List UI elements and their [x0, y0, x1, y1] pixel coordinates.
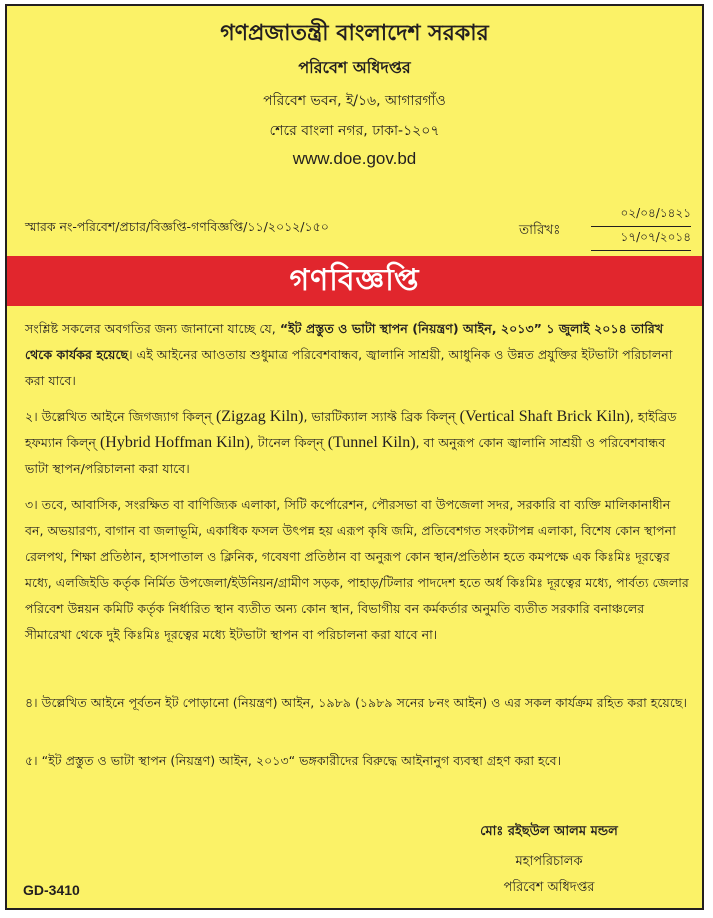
banner-title: গণবিজ্ঞপ্তি	[289, 262, 420, 298]
p2-tunnel: (Tunnel Kiln)	[327, 434, 416, 451]
p2-part-c: , হাইব্রিড হফম্যান কিল্‌ন্‌	[25, 409, 677, 450]
p2-part-d: , টানেল কিল্‌ন্‌	[249, 435, 328, 450]
website-url: www.doe.gov.bd	[292, 149, 417, 168]
p2-hybrid: (Hybrid Hoffman Kiln)	[99, 434, 250, 451]
date-gregorian: ১৭/০৭/২০১৪	[591, 229, 691, 251]
p2-part-a: ২। উল্লেখিত আইনে জিগজ্যাগ কিল্‌ন্‌	[25, 409, 216, 424]
public-notice	[5, 4, 704, 910]
p2-part-b: , ভারটিক্যাল স্যাফ্ট ব্রিক কিল্‌ন্‌	[303, 409, 460, 424]
department-name: পরিবেশ অধিদপ্তর	[298, 58, 411, 77]
paragraph-5: ৫। “ইট প্রস্তুত ও ভাটা স্থাপন (নিয়ন্ত্রণ) আইন, ২০১৩“ ভঙ্গকারীদের বিরুদ্ধে আইনানুগ ব্যবস্থা গ্রহণ করা হবে।	[25, 753, 562, 768]
address-line-2: শেরে বাংলা নগর, ঢাকা-১২০৭	[269, 123, 440, 139]
notice-banner	[7, 256, 702, 306]
p1-intro: সংশ্লিষ্ট সকলের অবগতির জন্য জানানো যাচ্ছে যে,	[25, 321, 280, 336]
address-line-1: পরিবেশ ভবন, ই/১৬, আগারগাঁও	[263, 93, 446, 109]
p2-vertical: (Vertical Shaft Brick Kiln)	[459, 408, 630, 425]
signatory-designation: মহাপরিচালক	[515, 854, 583, 869]
date-bangla: ০২/০৪/১৪২১	[591, 205, 691, 227]
p2-zigzag: (Zigzag Kiln)	[215, 408, 304, 425]
date-label: তারিখঃ	[519, 222, 561, 238]
notice-code: GD-3410	[23, 882, 80, 898]
signatory-office: পরিবেশ অধিদপ্তর	[503, 880, 595, 895]
government-title: গণপ্রজাতন্ত্রী বাংলাদেশ সরকার	[220, 21, 489, 46]
p1-rest: । এই আইনের আওতায় শুধুমাত্র পরিবেশবান্ধব, জ্বালানি সাশ্রয়ী, আধুনিক ও উন্নত প্রযুক্তির ইটভাটা পরিচালনা করা যাবে।	[25, 347, 673, 388]
paragraph-4: ৪। উল্লেখিত আইনে পূর্বতন ইট পোড়ানো (নিয়ন্ত্রণ) আইন, ১৯৮৯ (১৯৮৯ সনের ৮নং আইন) ও এর সকল কার্যক্রম রহিত করা হয়েছে।	[25, 695, 688, 710]
paragraph-3: ৩। তবে, আবাসিক, সংরক্ষিত বা বাণিজ্যিক এলাকা, সিটি কর্পোরেশন, পৌরসভা বা উপজেলা সদর, সরকারি বা ব্যক্তি মালিকানাধীন বন, অভয়ারণ্য, বাগান বা জলাভূমি, একাধিক ফসল উৎপন্ন হয় এরূপ কৃষি জমি, প্রতিবেশগত সংকটাপন্ন এলাকা, বিশেষ কোন স্থাপনা রেলপথ, শিক্ষা প্রতিষ্ঠান, হাসপাতাল ও ক্লিনিক, গবেষণা প্রতিষ্ঠান বা অনুরূপ কোন স্থান/প্রতিষ্ঠান হতে কমপক্ষে এক কিঃমিঃ দূরত্বের মধ্যে, এলজিইডি কর্তৃক নির্মিত উপজেলা/ইউনিয়ন/গ্রামীণ সড়ক, পাহাড়/টিলার পাদদেশ হতে অর্ধ কিঃমিঃ দূরত্বের মধ্যে, পার্বত্য জেলার পরিবেশ উন্নয়ন কমিটি কর্তৃক নির্ধারিত স্থান ব্যতীত অন্য কোন স্থান, বিভাগীয় বন কর্মকর্তার অনুমতি ব্যতীত সরকারি বনাঞ্চলের সীমারেখা থেকে দুই কিঃমিঃ দূরত্বের মধ্যে ইটভাটা স্থাপন বা পরিচালনা করা যাবে না।	[25, 497, 689, 642]
memo-number: স্মারক নং-পরিবেশ/প্রচার/বিজ্ঞপ্তি-গণবিজ্ঞপ্তি/১১/২০১২/১৫০	[25, 219, 329, 234]
signatory-name: মোঃ রইছউল আলম মন্ডল	[480, 824, 618, 839]
paragraph-1	[25, 316, 689, 394]
p1-act-effective: “ইট প্রস্তুত ও ভাটা স্থাপন (নিয়ন্ত্রণ) আইন, ২০১৩” ১ জুলাই ২০১৪ তারিখ থেকে কার্যকর হয়েছে	[25, 321, 664, 362]
paragraph-2	[25, 404, 689, 482]
p2-part-e: , বা অনুরূপ কোন জ্বালানি সাশ্রয়ী ও পরিবেশবান্ধব ভাটা স্থাপন/পরিচালনা করা যাবে।	[25, 435, 666, 476]
